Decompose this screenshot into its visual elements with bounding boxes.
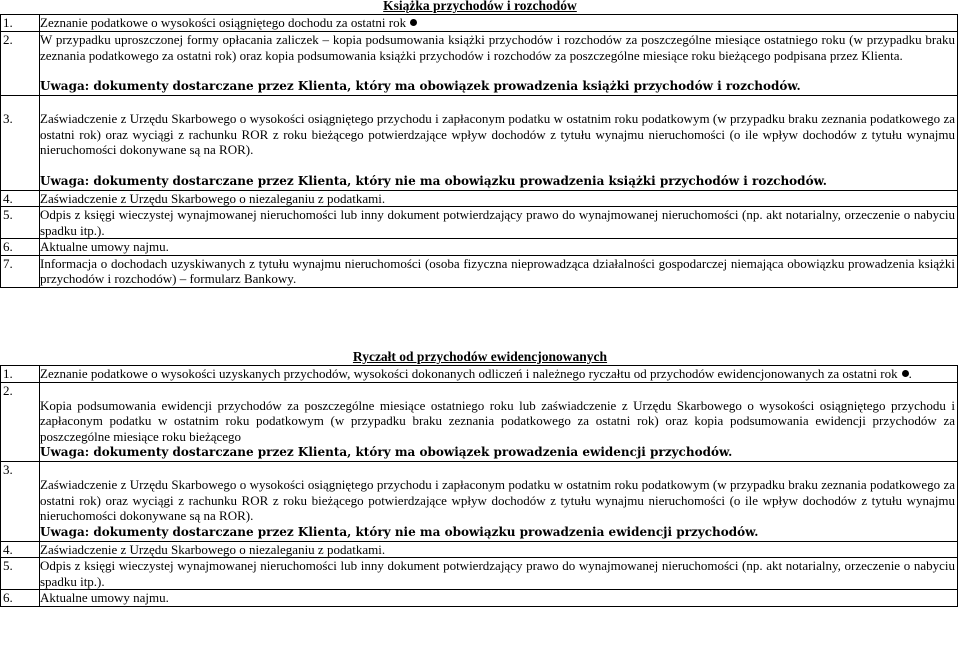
row-number: 4. — [1, 541, 40, 558]
row-number: 5. — [1, 558, 40, 590]
row-text — [40, 32, 958, 96]
row-number: 3. — [1, 96, 40, 191]
table-row — [1, 32, 958, 96]
row-text: Informacja o dochodach uzyskiwanych z tytułu wynajmu nieruchomości (osoba fizyczna nieprowadząca działalności gospodarczej niemająca obowiązku prowadzenia książki przychodów i rozchodów) – formularz Bankowy. — [40, 255, 958, 287]
row-text: Odpis z księgi wieczystej wynajmowanej nieruchomości lub inny dokument potwierdzający prawo do wynajmowanej nieruchomości (np. akt notarialny, orzeczenie o nabyciu spadku itp.). — [40, 207, 958, 239]
row-number: 3. — [1, 462, 40, 542]
row-note: Uwaga: dokumenty dostarczane przez Klienta, który nie ma obowiązku prowadzenia ewidencji przychodów. — [40, 524, 759, 539]
row-text: Aktualne umowy najmu. — [40, 590, 958, 607]
row-number: 2. — [1, 32, 40, 96]
row-number: 6. — [1, 590, 40, 607]
table-row — [1, 255, 958, 287]
row-number: 1. — [1, 15, 40, 32]
row-number: 6. — [1, 239, 40, 256]
row-number: 5. — [1, 207, 40, 239]
row-body: Zaświadczenie z Urzędu Skarbowego o wysokości osiągniętego przychodu i zapłaconym podatku w ostatnim roku podatkowym (w przypadku braku zeznania podatkowego za ostatni rok) oraz wyciągi z rachunku ROR z roku bieżącego potwierdzające wpływ dochodów z tytułu wynajmu nieruchomości (o ile wpływ dochodów z tytułu wynajmu nieruchomości dokonywane są na ROR). — [40, 477, 955, 523]
row-number: 1. — [1, 366, 40, 383]
section-title-ksiazka: Książka przychodów i rozchodów — [383, 0, 577, 13]
row-note: Uwaga: dokumenty dostarczane przez Klienta, który nie ma obowiązku prowadzenia książki przychodów i rozchodów. — [40, 173, 827, 188]
row-text — [40, 96, 958, 191]
row-number: 2. — [1, 382, 40, 462]
table-row — [1, 558, 958, 590]
row-text: Zeznanie podatkowe o wysokości osiągniętego dochodu za ostatni rok — [40, 15, 958, 32]
table-row — [1, 239, 958, 256]
ryczalt-table — [0, 365, 958, 607]
bullet-dot-icon — [410, 19, 417, 26]
table-row — [1, 382, 958, 462]
row-body: Kopia podsumowania ewidencji przychodów za poszczególne miesiące ostatniego roku lub zaświadczenie z Urzędu Skarbowego o wysokości osiągniętego przychodu i zapłaconym podatku w ostatnim roku podatkowym (w przypadku braku zeznania podatkowego za ostatni rok) oraz kopia podsumowania ewidencji przychodów za poszczególne miesiące roku bieżącego — [40, 397, 955, 444]
table-row — [1, 207, 958, 239]
section-title-ryczalt: Ryczałt od przychodów ewidencjonowanych — [352, 349, 608, 364]
row-number: 4. — [1, 190, 40, 207]
row-note: Uwaga: dokumenty dostarczane przez Klienta, który ma obowiązek prowadzenia książki przychodów i rozchodów. — [40, 79, 801, 93]
row-text — [40, 382, 958, 462]
row-text: Zeznanie podatkowe o wysokości uzyskanych przychodów, wysokości dokonanych odliczeń i należnego ryczałtu od przychodów ewidencjonowanych za ostatni rok . — [40, 366, 958, 383]
row-text — [40, 462, 958, 542]
table-row — [1, 15, 958, 32]
row-body: W przypadku uproszczonej formy opłacania zaliczek – kopia podsumowania książki przychodów i rozchodów za poszczególne miesiące ostatniego roku (w przypadku braku zeznania podatkowego za ostatni rok) oraz kopia podsumowania książki przychodów i rozchodów za poszczególne miesiące roku bieżącego podpisana przez Klienta. — [40, 32, 955, 63]
row-body: Zaświadczenie z Urzędu Skarbowego o wysokości osiągniętego przychodu i zapłaconym podatku w ostatnim roku podatkowym (w przypadku braku zeznania podatkowego za ostatni rok) oraz wyciągi z rachunku ROR z roku bieżącego potwierdzające wpływ dochodów z tytułu wynajmu nieruchomości (o ile wpływ dochodów z tytułu wynajmu nieruchomości dokonywane są na ROR). — [40, 111, 955, 157]
row-text: Odpis z księgi wieczystej wynajmowanej nieruchomości lub inny dokument potwierdzający prawo do wynajmowanej nieruchomości (np. akt notarialny, orzeczenie o nabyciu spadku itp.). — [40, 558, 958, 590]
table-row — [1, 462, 958, 542]
row-number: 7. — [1, 255, 40, 287]
table-row — [1, 190, 958, 207]
table-row — [1, 541, 958, 558]
table-row — [1, 590, 958, 607]
table-row — [1, 96, 958, 191]
row-text: Zaświadczenie z Urzędu Skarbowego o niezaleganiu z podatkami. — [40, 190, 958, 207]
table-row — [1, 366, 958, 383]
row-note: Uwaga: dokumenty dostarczane przez Klienta, który ma obowiązek prowadzenia ewidencji przychodów. — [40, 445, 733, 459]
bullet-dot-icon — [902, 370, 909, 377]
row-text: Aktualne umowy najmu. — [40, 239, 958, 256]
ksiazka-table — [0, 14, 958, 288]
row-text: Zaświadczenie z Urzędu Skarbowego o niezaleganiu z podatkami. — [40, 541, 958, 558]
